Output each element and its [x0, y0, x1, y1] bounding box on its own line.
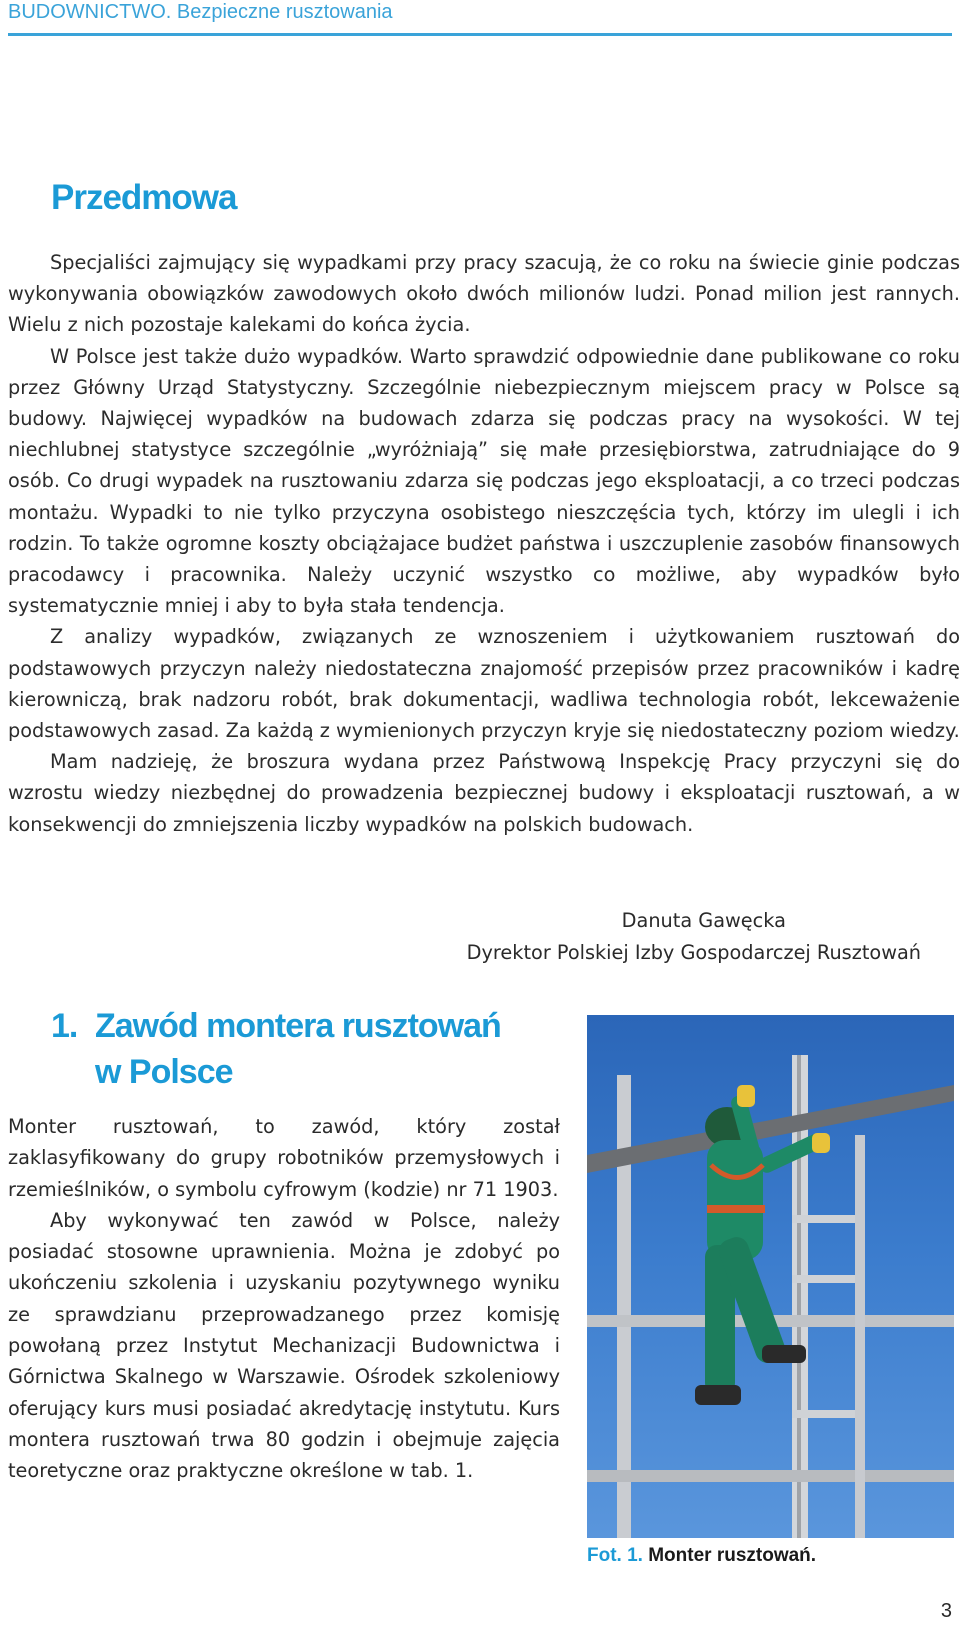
section-title-line1: Zawód montera rusztowań: [95, 1007, 501, 1045]
preface-paragraph: W Polsce jest także dużo wypadków. Warto sprawdzić odpowiednie dane publikowane co roku przez Główny Urząd Statystyczny. Szczególnie niebezpiecznym miejscem pracy w Polsce są budowy. Najwięcej wypadków na budowach zdarza się podczas pracy na wysokości. W tej niechlubnej statystyce szczególnie „wyróżniają” się małe przesiębiorstwa, zatrudniające do 9 osób. Co drugi wypadek na rusztowaniu zdarza się podczas jego eksploatacji, a co trzeci podczas montażu. Wypadki to nie tylko przyczyna osobistego nieszczęścia tych, którzy im ulegli i ich rodzin. To także ogromne koszty obciążajace budżet państwa i uszczuplenie zasobów finansowych pracodawcy i pracownika. Należy uczynić wszystko co możliwe, aby wypadków było systematycznie mniej i aby to była stała tendencja.: [8, 344, 960, 618]
running-header-text: BUDOWNICTWO. Bezpieczne rusztowania: [8, 1, 393, 23]
preface-paragraph: Mam nadzieję, że broszura wydana przez Państwową Inspekcję Pracy przyczyni się do wzrostu wiedzy niezbędnej do prowadzenia bezpiecznej budowy i eksploatacji rusztowań, a w konsekwencji do zmniejszenia liczby wypadków na polskich budowach.: [8, 750, 960, 836]
preface-paragraph: Z analizy wypadków, związanych ze wznoszeniem i użytkowaniem rusztowań do podstawowych przyczyn należy niedostateczna znajomość przepisów przez pracowników i kadrę kierowniczą, brak nadzoru robót, brak dokumentacji, wadliwa technologia robót, lekceważenie podstawowych zasad. Za każdą z wymienionych przyczyn kryje się niedostateczny poziom wiedzy.: [8, 625, 960, 743]
preface-body: [8, 247, 960, 840]
photo-illustration: [587, 1015, 954, 1538]
scaffold-tube: [587, 1470, 954, 1482]
signature-name: Danuta Gawęcka: [621, 909, 786, 932]
section-body: [8, 1111, 560, 1487]
preface-paragraph: Specjaliści zajmujący się wypadkami przy pracy szacują, że co roku na świecie ginie podczas wykonywania obowiązków zawodowych około dwóch milionów ludzi. Ponad milion jest rannych. Wielu z nich pozostaje kalekami do końca życia.: [8, 251, 960, 337]
page-number: 3: [940, 1600, 952, 1622]
scaffold-pole: [617, 1075, 631, 1538]
preface-title: Przedmowa: [51, 178, 237, 217]
section-number: 1.: [51, 1007, 78, 1045]
signature-role: Dyrektor Polskiej Izby Gospodarczej Rusztowań: [466, 941, 921, 964]
section-title-line2: w Polsce: [95, 1053, 233, 1091]
section-title: [51, 1003, 501, 1095]
figure-label: Fot. 1.: [587, 1545, 643, 1566]
section-paragraph: Monter rusztowań, to zawód, który został zaklasyfikowany do grupy robotników przemysłowych i rzemieślników, o symbolu cyfrowym (kodzie) nr 71 1903.: [8, 1115, 560, 1201]
scaffold-worker-photo: [587, 1015, 954, 1538]
section-paragraph: Aby wykonywać ten zawód w Polsce, należy posiadać stosowne uprawnienia. Można je zdobyć po ukończeniu szkolenia i uzyskaniu pozytywnego wyniku ze sprawdzianu przeprowadzanego przez komisję powołaną przez Instytut Mechanizacji Budownictwa i Górnictwa Skalnego w Warszawie. Ośrodek szkoleniowy oferujący kurs musi posiadać akredytację instytutu. Kurs montera rusztowań trwa 80 godzin i obejmuje zajęcia teoretyczne oraz praktyczne określone w tab. 1.: [8, 1208, 560, 1483]
figure-caption-text: Monter rusztowań.: [648, 1545, 817, 1566]
signature-block: [467, 905, 921, 969]
figure-caption: [587, 1545, 816, 1567]
running-header: [8, 0, 952, 36]
